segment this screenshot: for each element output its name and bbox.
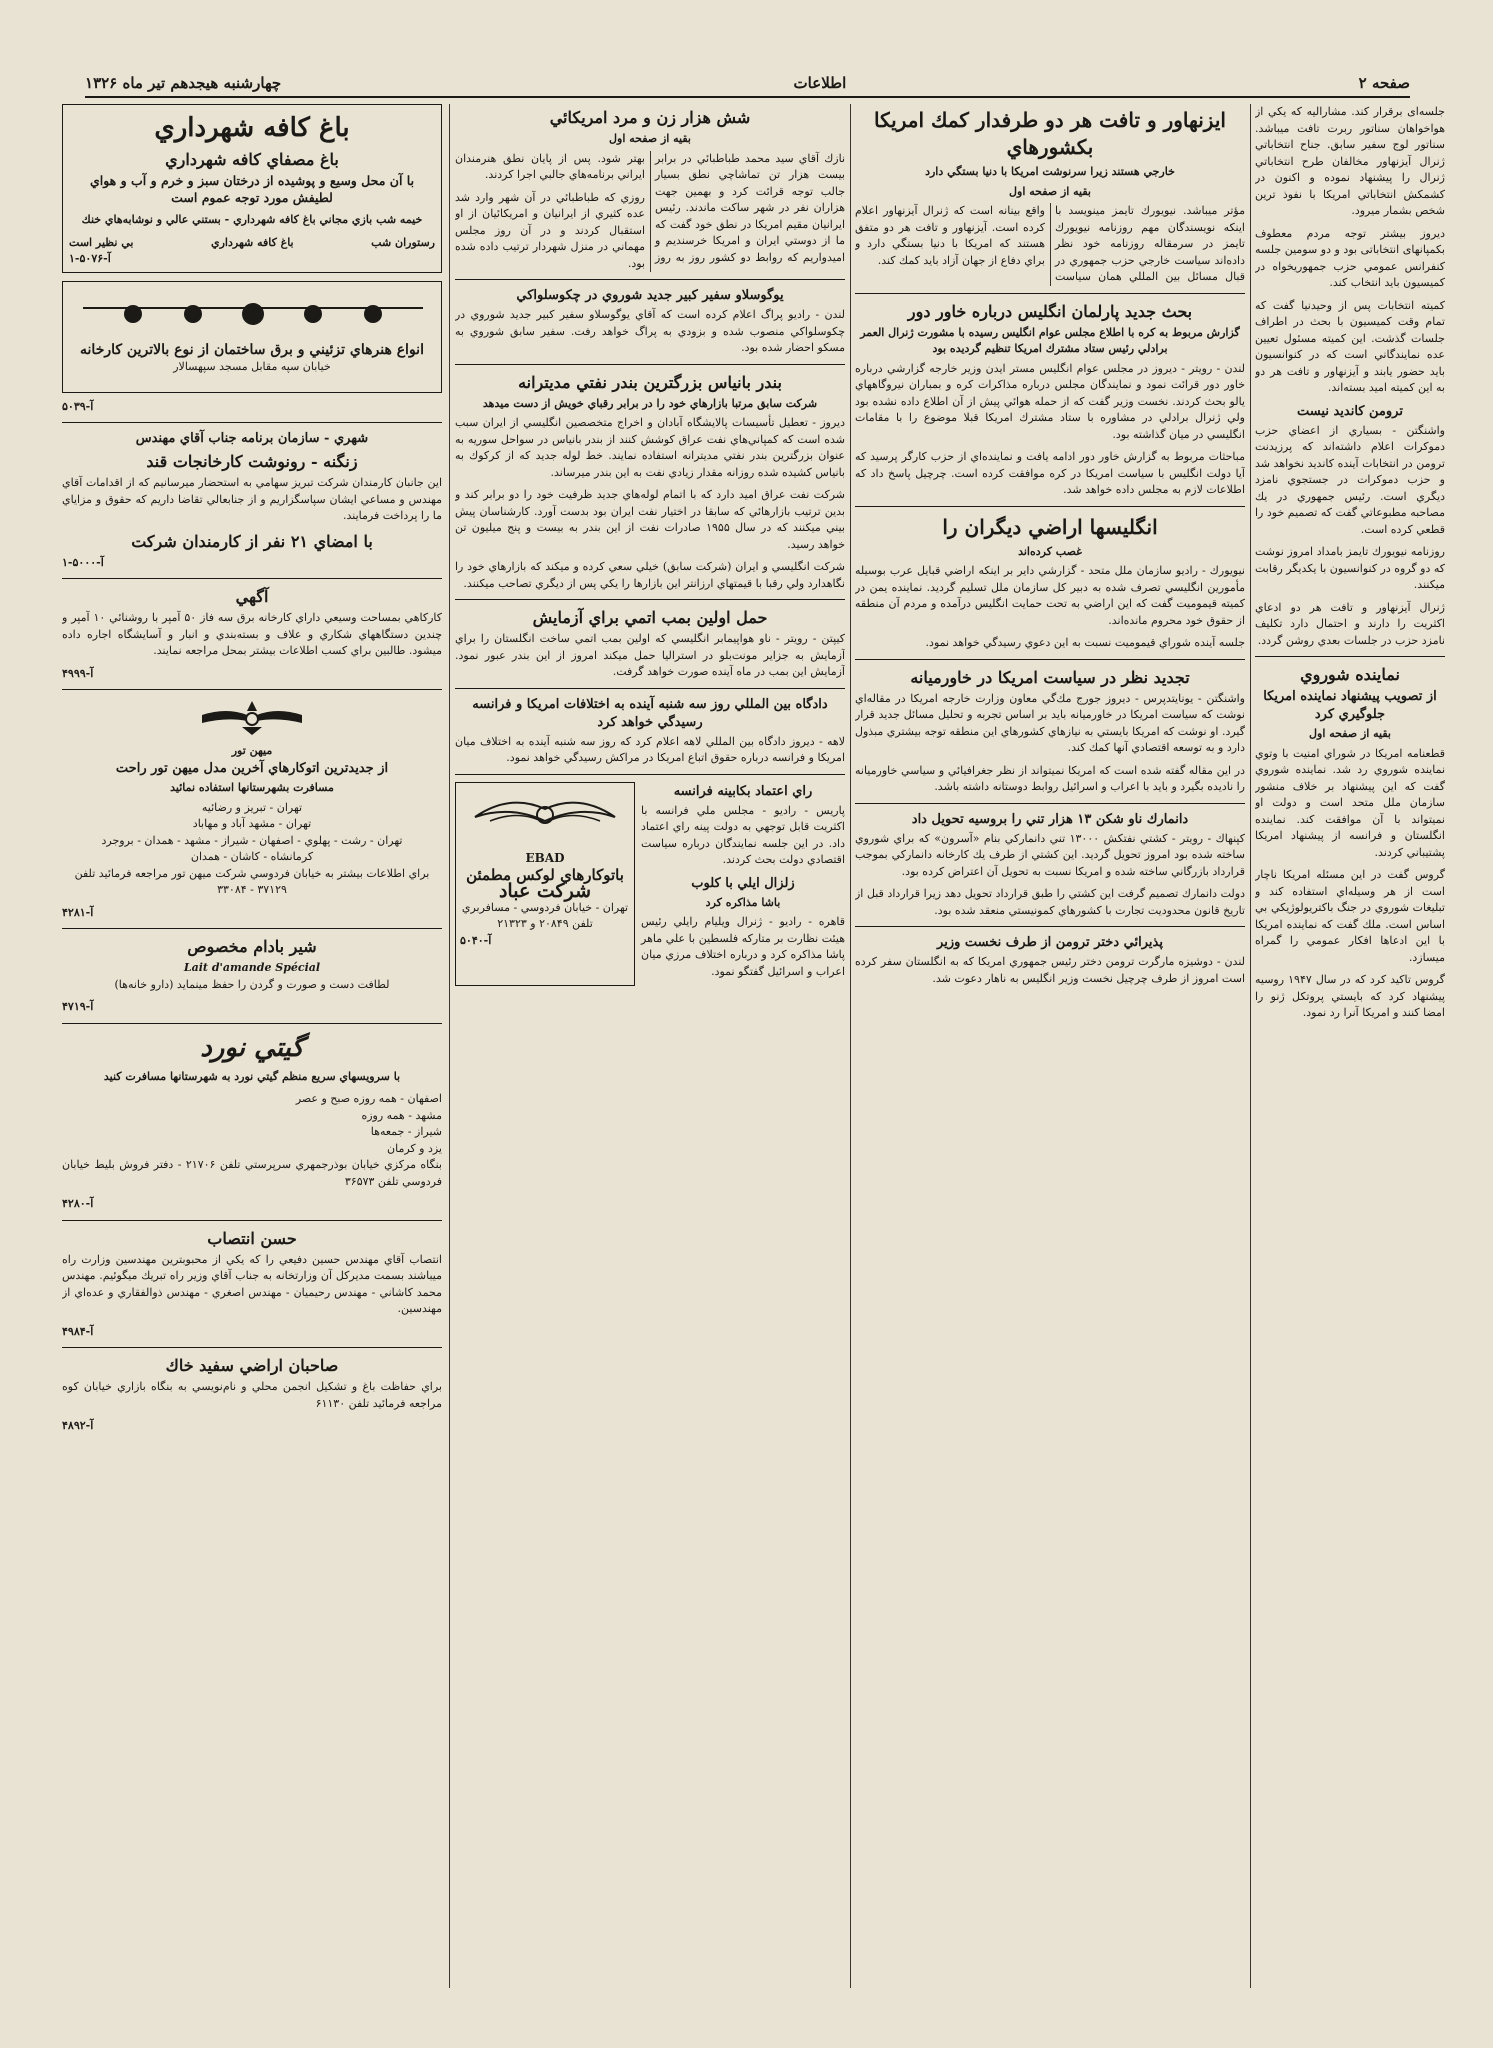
article-body: ديروز بيشتر توجه مردم معطوف بكمپانهای انتخاباتی بود و دو سومين جلسه كنفرانس عمومي حزب جمهوريخواه در کمیسیون بايد انتخاب كند. [1255,226,1445,289]
newspaper-name: اطلاعات [793,74,847,92]
ad-text: خيمه شب بازي مجاني باغ كافه شهرداري - بستني عالي و نوشابه‌هاي خنك [81,213,423,226]
article-headline: دادگاه بين المللي روز سه شنبه آينده به اختلافات امريكا و فرانسه رسيدگي خواهد كرد [472,696,828,730]
ad-text: كاركاهي بمساحت وسيعي داراي كارخانه برق سه فاز ۵۰ آمپر با روشنائي ۱۰ آمپر و چندين دستگاههاي شكاري و علاف و بسته‌بندي و انبار و آسايشگاه اجاره داده ميشود. طالبين براي كسب اطلاعات بيشتر بمحل مراجعه نمايند. [62,611,442,657]
article-headline: حمل اولين بمب اتمي براي آزمايش [532,608,768,627]
article-body: جلسه آينده شوراي قيموميت نسبت به اين دعوي رسيدگي خواهد نمود. [925,636,1245,649]
ad-phone: تلفن ۲۰۸۴۹ و ۲۱۳۲۳ [497,917,593,930]
divider [855,659,1245,660]
ad-footer-item: باغ كافه شهرداري [211,235,294,249]
brand-mark: EBAD [525,851,565,865]
divider [62,1347,442,1348]
article-body: روزنامه نيويورك تايمز بامداد امروز نوشت كه دو گروه در كنوانسيون با يكديگر رقابت ميكنند. [1255,545,1445,591]
route-item: كرمانشاه - كاشان - همدان [190,850,314,863]
article-subheadline: غصب كرده‌اند [1018,544,1082,558]
ad-code: آ-۵۰۴۰ [460,933,492,947]
route-item: تهران - رشت - پهلوي - اصفهان - شيراز - مشهد - همدان - بروجرد [101,833,403,847]
brand-name: ميهن تور [231,743,273,757]
article-body: پاريس - راديو - مجلس ملي فرانسه با اكثريت قابل توجهي به دولت پينه راي اعتماد داد. در اين جلسه نمايندگان درباره سياست اقتصادي دولت بحث كردند. [641,803,845,866]
column-1 [1255,104,1445,1988]
route-item: تهران - مشهد آباد و مهاباد [192,817,312,830]
divider [62,422,442,423]
divider [62,928,442,929]
ad-footer-item: رستوران شب [371,235,435,249]
article-body: شركت نفت عراق اميد دارد كه با اتمام لوله‌هاي جديد ظرفيت خود را دو برابر كند و بدين ترتيب بازارهائي كه سابقا در اختيار نفت ايران بود بدست آورد. كارشناسان پيش بيني ميكنند كه در سال ۱۹۵۵ صادرات نفت از اين بندر به بيست و پنج ميليون تن خواهد رسيد. [455,488,845,551]
divider [62,1023,442,1024]
divider [455,688,845,689]
ad-headline: آگهي [235,587,269,606]
company-name: شركت عباد [498,880,592,902]
mihantour-ad [62,697,442,921]
column-4-ads [62,104,442,1988]
article-subheadline: از تصويب پيشنهاد نماينده امريكا جلوگيري كرد [1263,689,1437,722]
column-rule [449,104,450,1988]
article-headline: بندر بانياس بزرگترين بندر نفتي مديترانه [518,372,782,392]
ad-text: با سرويسهاي سريع منظم گيتي نورد به شهرستانها مسافرت كنيد [103,1069,401,1083]
divider [455,364,845,365]
article-body: ژنرال آيزنهاور و تافت هر دو ادعاي اكثريت را دارند و احتمال دارد تكليف نامزد حزب در جلسات بعدي روشن گردد. [1255,600,1445,647]
divider [1255,656,1445,657]
garden-cafe-ad [62,104,442,273]
article-body: واشنگتن - يونايتدپرس - ديروز جورج مك‌گي معاون وزارت خارجه امريكا در مقاله‌اي نوشت كه سياست امريكا در خاورميانه بايد بر اساس تجربه و تحليل مسائل جديد قرار گيرد. او نوشت كه امريكا بايستي به نيازهاي كشورهاي اين منطقه توجه بيشتري مبذول دارد و به توسعه اقتصادي آنها كمك كند. [855,691,1245,754]
article-headline: تجديد نظر در سياست امريكا در خاورميانه [910,667,1190,687]
ad-text: براي حفاظت باغ و تشكيل انجمن محلي و نام‌نويسي به بنگاه بازاري خيابان كوه مراجعه فرمائيد تلفن ۶۱۱۳۰ [62,1380,442,1410]
ad-address: خيابان سپه مقابل مسجد سپهسالار [173,359,331,373]
short-news [641,782,845,987]
divider [62,1220,442,1221]
article-body: كپنهاك - رويتر - كشتي نفتكش ۱۳۰۰۰ تني دانماركي بنام «آسرون» كه براي شوروي ساخته شده بود امروز تحويل گرديد. اين كشتي از طرف يك كارخانه دانماركي بموجب قرارداد بازرگاني ساخته شده و امريكا نسبت به تحويل آن اعتراض كرده بود. [855,831,1245,878]
article-headline: ترومن كانديد نيست [1297,403,1403,419]
ad-body [80,342,424,375]
article-columns [455,151,845,273]
article-headline: راي اعتماد بكابينه فرانسه [673,783,813,799]
article-body: لندن - راديو پراگ اعلام كرده است كه آقاي يوگوسلاو سفير كبير جديد شوروي در چكوسلواكي منصوب شده و بزودي به پراگ خواهد رفت. سفير سابق شوروي به مسكو احضار شده بود. [455,308,845,354]
ad-headline: گيتي نورد [200,1032,304,1063]
divider [62,578,442,579]
ad-text: انتصاب آقاي مهندس حسين دفيعي را كه يكي از محبوبترين مهندسين وزارت راه ميباشند بسمت مديركل آن وزارتخانه به جناب آقاي وزير راه تبريك ميگوئيم. مهندس محمد كاشاني - مهندس رحيميان - مهندس اصغري - مهندس ذوالفقاري و عده‌اي از مهندسين. [62,1252,442,1315]
article-body: نيويورك - رادیو سازمان ملل متحد - گزارشي داير بر اينكه اراضي قبايل عرب بوسيله مأمورين انگليسي تصرف شده به دبير كل سازمان ملل تسليم گرديد. نماينده يمن در كميته قيموميت گفت كه اين اراضي به تحت حمايت انگليس درآمده و مردم آن منطقه از حقوق خود محروم مانده‌اند. [855,564,1245,627]
column-rule [1250,104,1251,1988]
divider [455,279,845,280]
ad-text: بنگاه مركزي خيابان بوذرجمهري سرپرستي تلفن ۲۱۷۰۶ - دفتر فروش بليط خيابان فردوسي تلفن ۳۶۵۷۳ [62,1158,442,1188]
masthead [85,70,1410,98]
ad-headline: شهري - سازمان برنامه جناب آقاي مهندس [135,431,369,446]
divider [62,689,442,690]
route-item: اصفهان - همه روزه صبح و عصر [295,1092,442,1105]
ad-headline: صاحبان اراضي سفيد خاك [165,1356,339,1375]
ad-code: آ-۴۹۹۹ [62,666,94,680]
article-headline: شش هزار زن و مرد امريكائي [549,108,751,127]
ad-latin-text: Lait d'amande Spécial [183,961,321,974]
ad-code: آ-۴۷۱۹ [62,1000,94,1013]
ad-code: آ-۴۲۸۰ [62,1197,94,1210]
continuation-note: بقيه از صفحه اول [1309,727,1391,740]
ad-text: با آن محل وسيع و پوشيده از درختان سبز و خرم و آب و هواي لطيفش مورد توجه عموم است [89,173,415,205]
page-number: صفحه ۲ [1358,74,1410,92]
lead-subheadline: خارجي هستند زيرا سرنوشت امريكا با دنيا بستگي دارد [925,165,1175,178]
ad-text: براي اطلاعات بيشتر به خيابان فردوسي شركت ميهن تور مراجعه فرمائيد تلفن ۳۷۱۲۹ - ۳۳۰۸۴ [74,866,430,896]
article-columns [855,203,1245,286]
article-body: دولت دانمارك تصميم گرفت اين كشتي را طبق قرارداد تحويل دهد زيرا قرارداد قبل از تاريخ قانون محدوديت تجارت با كشورهاي كمونيستي منعقد شده بود. [855,887,1245,917]
ad-signature: با امضاي ۲۱ نفر از كارمندان شركت [131,531,373,551]
divider [455,774,845,775]
article-body: لندن - رويتر - ديروز در مجلس عوام انگليس مستر ايدن وزير خارجه گزارشي درباره خاور دور قرائت نمود و نمايندگان مجلس درباره مذاكرات كره و بمباران نيروگاههاي يالو بحث كردند. نخست وزير گفت كه از حمله هوائي پيش از آن اطلاع داده نشده بود ولي ژنرال برادلي در مشاوره با ستاد مشترك امريكا قبلا موضوع را با مقامات انگليسي در ميان گذاشته بود. [855,361,1245,441]
ad-code: آ-۵۰۳۹ [62,399,94,413]
ad-subheadline: باغ مصفاي كافه شهرداري [165,150,339,169]
continuation-note: بقيه از صفحه اول [1009,184,1091,198]
lighting-ad [62,281,442,393]
ad-code: آ-۴۹۸۴ [62,1324,94,1338]
divider [855,803,1245,804]
article-headline: پذيرائي دختر ترومن از طرف نخست وزير [937,935,1163,950]
ad-headline: زنگنه - رونوشت كارخانجات قند [146,452,358,471]
ad-address: تهران - خيابان فردوسي - مسافربري [461,900,629,914]
article-body: شركت انگليسي و ايران (شركت سابق) خيلي سعي كرده و ميكند كه بازارهاي خود را نگاهدارد ولي رقبا با قيمتهاي ارزانتر اين بازارها را يكي پس از ديگري تصاحب ميكنند. [455,560,845,590]
ad-code: آ-۴۸۹۲ [62,1419,94,1432]
article-headline: زلزال ايلي با كلوب [691,875,795,891]
article-subheadline: گزارش مربوط به كره با اطلاع مجلس عوام انگليس رسيده با مشورت ژنرال العمر برادلي رئيس ستاد مشترك امريكا تنظيم گرديده بود [860,325,1240,355]
ad-footer [69,235,435,252]
divider [855,926,1245,927]
article-body: گروس تاكيد كرد كه در سال ۱۹۴۷ روسيه پيشنهاد كرد كه بايستي پروتكل ژنو را امضا كنند و امريكا آنرا رد نمود. [1255,973,1445,1019]
article-headline: دانمارك ناو شكن ۱۳ هزار تني را بروسيه تحويل داد [911,811,1189,827]
article-body: كيپتن - رويتر - ناو هواپيمابر انگليسي كه اولين بمب اتمي ساخت انگلستان را براي آزمايش به جزاير مونت‌بلو در استراليا حمل ميكند امروز از اين بندر عبور نمود. آزمايش اين بمب در ماه آينده صورت خواهد گرفت. [455,632,845,678]
wing-logo-icon [470,787,620,845]
article-body: گروس گفت در اين مسئله امريكا ناچار است از هر وسيله‌اي استفاده كند و تبليغات شوروي در جنگ باكتريولوژيكي بي اساس است. ملك گفت كه نماينده امريكا با اين ادعاها افكار عمومي را گمراه ميسازد. [1255,868,1445,964]
ad-text: لطافت دست و صورت و گردن را حفظ مينمايد (دارو خانه‌ها) [114,977,390,991]
route-item: شيراز - جمعه‌ها [370,1125,442,1138]
bottom-section [455,782,845,987]
route-item: يزد و كرمان [387,1141,442,1155]
ad-headline: حسن انتصاب [207,1228,297,1248]
route-item: مشهد - همه روزه [361,1108,442,1122]
ad-headline: از جديدترين اتوكارهاي آخرين مدل ميهن تور راحت [115,761,389,776]
ad-code: آ-۵۰۰۰-۱ [62,555,104,569]
ad-text: اين جانبان كارمندان شركت تبريز سهامي به استحضار ميرسانيم كه از اقدامات آقاي مهندس و مساعي ايشان سپاسگزاريم و از جنابعالي تقاضا داريم كه حقوق و مزاياي ما را پرداخت فرمايند. [62,476,442,522]
divider [855,293,1245,294]
ad-subheadline: مسافرت بشهرستانها استفاده نمائيد [170,781,334,794]
lead-headline: ايزنهاور و تافت هر دو طرفدار كمك امريكا بكشورهاي [874,108,1226,159]
article-body: لاهه - ديروز دادگاه بين المللي لاهه اعلام كرد كه روز سه شنبه آينده به اختلاف ميان امريكا و فرانسه درباره حقوق اتباع امريكا در مراكش رسيدگي خواهد نمود. [455,734,845,764]
article-body: لندن - دوشيزه مارگرت ترومن دختر رئيس جمهوري امريكا كه به انگلستان سفر كرده است امروز از طرف چرچيل نخست وزير انگليس به ناهار دعوت شد. [855,955,1245,985]
ad-code: آ-۵۰۷۶-۱ [69,252,111,265]
article-headline: يوگوسلاو سفير كبير جديد شوروي در چكوسلواكي [516,288,784,303]
ad-footer-item: بي نظير است [69,235,134,249]
article-subheadline: شركت سابق مرتبا بازارهاي خود را در برابر رقباي خويش از دست ميدهد [482,396,818,410]
column-rule [850,104,851,1988]
article-body: نازك آقاي سيد محمد طباطبائي در برابر بيست هزار تن تماشاچي نطق بسيار جالب توجه قرائت كرد و بهمين جهت هزاران نفر در شهر ساكت ماندند. رئيس ايرانيان مقيم امريكا در نطق خود گفت كه ما از دوستي ايران و امريكا خرسنديم و اميدواريم كه روابط دو كشور روز به روز بهتر شود. پس از پايان نطق هنرمندان ايراني برنامه‌هاي جالبي اجرا كردند. [455,151,845,264]
article-body: مباحثات مربوط به گزارش خاور دور ادامه يافت و نماينده‌اي از حزب كارگر پرسيد كه آيا دولت انگليس با سياست امريكا در كره موافقت كرده است. چرچيل پاسخ داد كه اطلاعات لازم به مجلس داده خواهد شد. [855,450,1245,496]
ad-code: آ-۴۲۸۱ [62,905,94,919]
ad-headline: باتوكارهاي لوكس مطمئن [466,865,624,884]
article-body: قاهره - راديو - ژنرال ويليام رايلي رئيس هيئت نظارت بر متاركه فلسطين با علي ماهر پاشا مذاكره كرد و درباره اختلاف مرزي ميان اعراب و اسرائيل گفتگو نمود. [641,915,845,978]
column-2 [855,104,1245,1988]
route-item: تهران - تبريز و رضائيه [201,800,303,814]
ebad-bus-ad [455,782,635,987]
column-3 [455,104,845,1988]
article-body: واشنگتن - بسياري از اعضاي حزب دموكرات اعلام داشته‌اند كه پرزيدنت ترومن در انتخابات آينده كانديد نخواهد شد و حزب دموكرات در جستجوي نامزد ديگري است. رئيس جمهوري در يك مصاحبه مطبوعاتي گفت كه تصميم خود را قطعي كرده است. [1255,423,1445,536]
article-body: جلسه‌ای برقرار کند. مشاراليه كه يكي از هواخواهان سناتور ربرت تافت ميباشد. سناتور لوج سفير سابق. جناح انتخاباتي ژنرال آيزنهاور مخالفان طرح انتخاباتي ژنرال را پيشنهاد نموده و اكنون در كشمكش انتخاباتي امريكا با نفوذ ترين شخص بشمار ميرود. [1255,105,1445,217]
divider [455,599,845,600]
article-headline: بحث جديد پارلمان انگليس درباره خاور دور [907,301,1193,321]
faravahar-icon [197,697,307,737]
continuation-note: بقيه از صفحه اول [609,132,691,145]
article-body: ديروز - تعطيل تأسيسات پالايشگاه آبادان و اخراج متخصصين انگليسي از ايران سبب شده است كه كمپاني‌هاي نفت عراق كوشش كنند از بندر بانياس در سواحل سوريه به عنوان بزرگترين بندر نفتي مديترانه استفاده نمايند. خط لوله جديد كه از كركوك به بانياس كشيده شده روزانه مقدار زيادي نفت به اين بندر ميرساند. [455,416,845,479]
article-body: روزي كه طباطبائي در آن شهر وارد شد عده كثيري از ايرانيان و امريكائيان از او استقبال كردند و در آن روز مجلس مهماني در منزل شهردار ترتيب داده شده بود. [455,190,645,270]
article-subheadline: باشا مذاكره كرد [705,895,781,909]
article-body: مؤتر ميباشد. نيويورك تايمز مينويسد با اينكه نويسندگان مهم روزنامه نيويورك تايمز در سرمقاله روزنامه خود نظر داده‌اند سياست خارجي حزب جمهوري در قبال مسائل بين المللي همان سياست واقع بينانه است كه ژنرال آيزنهاور اعلام كرده است. آيزنهاور و تافت هر دو متفق هستند كه امريكا با دنيا بستگي دارد و براي دفاع از جهان آزاد بايد كمك كند. [855,204,1245,283]
article-headline: نماينده شوروي [1300,665,1400,684]
divider [855,506,1245,507]
ad-headline: باغ كافه شهرداري [154,113,350,143]
article-body: كميته انتخابات پس از وحيدنیا گفت كه تمام وقت كميسيون با بحث در اطراف جلسات گذشت. اين كميته مسئول تعيين عده نمايندگاني است كه در كنوانسيون بايد حضور يابند و آيزنهاور و تافت هر دو به اين كميته اميد بسته‌اند. [1255,298,1445,394]
article-body: قطعنامه امريكا در شوراي امنيت با وتوي نماينده شوروي رد شد. نماينده شوروي گفت كه اين پيشنهاد بر خلاف منشور سازمان ملل متحد است و دولت او نميتواند با آن موافقت كند. نماينده انگلستان و فرانسه از پيشنهاد امريكا پشتيباني كردند. [1255,746,1445,859]
article-body: در اين مقاله گفته شده است كه امريكا نميتواند از نظر جغرافيائي و سياسي خاورميانه را ناديده بگيرد و بايد با اعراب و اسرائيل روابط دوستانه داشته باشد. [855,763,1245,793]
ad-headline: شير بادام مخصوص [187,937,317,956]
chandelier-icon [73,288,433,328]
article-headline: انگليسها اراضي ديگران را [942,514,1158,539]
issue-date: چهارشنبه هیجدهم تیر ماه ۱۳۲۶ [85,74,282,92]
ad-text: انواع هنرهاي تزئيني و برق ساختمان از نوع بالاترين كارخانه [80,342,424,358]
